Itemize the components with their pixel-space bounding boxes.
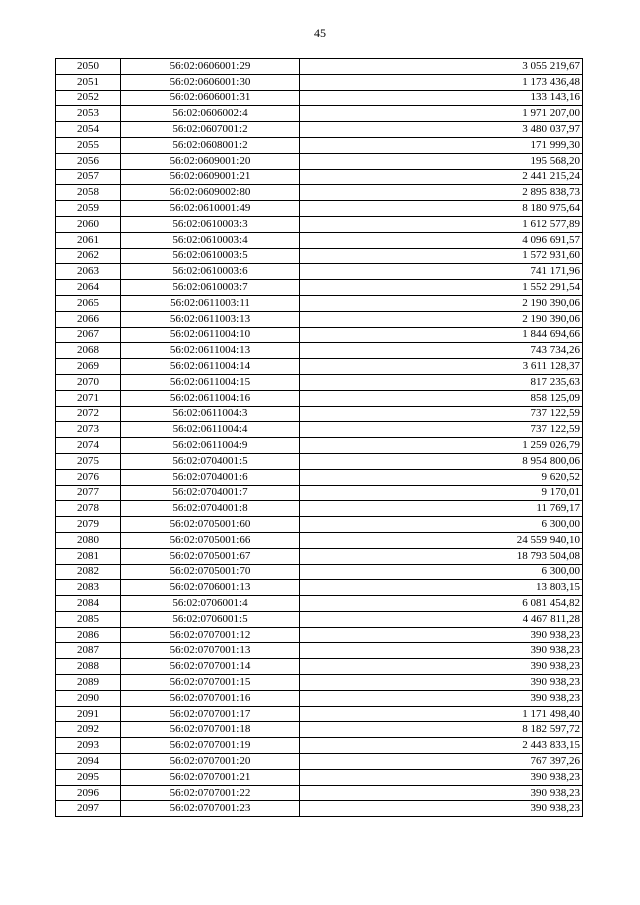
cadastral-number-cell: 56:02:0610003:5: [121, 248, 300, 264]
cadastral-number-cell: 56:02:0706001:4: [121, 596, 300, 612]
cadastral-number-cell: 56:02:0704001:8: [121, 501, 300, 517]
cadastral-number-cell: 56:02:0609001:20: [121, 153, 300, 169]
table-row: [56, 311, 583, 327]
cadastral-value-cell: 13 803,15: [300, 580, 583, 596]
row-number-cell: 2075: [56, 453, 121, 469]
cadastral-number-cell: 56:02:0607001:2: [121, 122, 300, 138]
row-number-cell: 2074: [56, 438, 121, 454]
cadastral-number-cell: 56:02:0704001:6: [121, 469, 300, 485]
table-row: [56, 90, 583, 106]
cadastral-number-cell: 56:02:0610001:49: [121, 201, 300, 217]
cadastral-number-cell: 56:02:0610003:6: [121, 264, 300, 280]
cadastral-number-cell: 56:02:0707001:17: [121, 706, 300, 722]
table-row: [56, 722, 583, 738]
row-number-cell: 2096: [56, 785, 121, 801]
table-row: [56, 185, 583, 201]
row-number-cell: 2059: [56, 201, 121, 217]
row-number-cell: 2097: [56, 801, 121, 817]
cadastral-number-cell: 56:02:0606001:29: [121, 59, 300, 75]
cadastral-number-cell: 56:02:0608001:2: [121, 137, 300, 153]
row-number-cell: 2065: [56, 295, 121, 311]
row-number-cell: 2094: [56, 754, 121, 770]
table-row: [56, 627, 583, 643]
row-number-cell: 2064: [56, 280, 121, 296]
table-row: [56, 548, 583, 564]
table-row: [56, 596, 583, 612]
table-row: [56, 295, 583, 311]
row-number-cell: 2093: [56, 738, 121, 754]
table-row: [56, 706, 583, 722]
table-row: [56, 343, 583, 359]
cadastral-value-cell: 9 170,01: [300, 485, 583, 501]
cadastral-number-cell: 56:02:0606001:30: [121, 74, 300, 90]
row-number-cell: 2067: [56, 327, 121, 343]
cadastral-number-cell: 56:02:0705001:66: [121, 532, 300, 548]
table-row: [56, 453, 583, 469]
row-number-cell: 2071: [56, 390, 121, 406]
row-number-cell: 2079: [56, 517, 121, 533]
row-number-cell: 2084: [56, 596, 121, 612]
table-row: [56, 248, 583, 264]
cadastral-value-cell: 8 180 975,64: [300, 201, 583, 217]
row-number-cell: 2052: [56, 90, 121, 106]
cadastral-number-cell: 56:02:0610003:7: [121, 280, 300, 296]
cadastral-value-cell: 24 559 940,10: [300, 532, 583, 548]
cadastral-value-cell: 133 143,16: [300, 90, 583, 106]
table-row: [56, 201, 583, 217]
table-row: [56, 738, 583, 754]
table-row: [56, 169, 583, 185]
row-number-cell: 2086: [56, 627, 121, 643]
cadastral-value-cell: 737 122,59: [300, 422, 583, 438]
cadastral-number-cell: 56:02:0706001:5: [121, 611, 300, 627]
cadastral-number-cell: 56:02:0705001:67: [121, 548, 300, 564]
cadastral-number-cell: 56:02:0611004:15: [121, 374, 300, 390]
cadastral-value-cell: 390 938,23: [300, 627, 583, 643]
table-row: [56, 659, 583, 675]
cadastral-number-cell: 56:02:0705001:60: [121, 517, 300, 533]
cadastral-number-cell: 56:02:0707001:16: [121, 690, 300, 706]
row-number-cell: 2073: [56, 422, 121, 438]
row-number-cell: 2089: [56, 675, 121, 691]
cadastral-value-cell: 1 971 207,00: [300, 106, 583, 122]
row-number-cell: 2076: [56, 469, 121, 485]
table-row: [56, 122, 583, 138]
row-number-cell: 2088: [56, 659, 121, 675]
cadastral-value-cell: 6 300,00: [300, 517, 583, 533]
row-number-cell: 2069: [56, 359, 121, 375]
cadastral-number-cell: 56:02:0606002:4: [121, 106, 300, 122]
cadastral-number-cell: 56:02:0705001:70: [121, 564, 300, 580]
cadastral-value-cell: 2 190 390,06: [300, 311, 583, 327]
cadastral-value-cell: 743 734,26: [300, 343, 583, 359]
row-number-cell: 2058: [56, 185, 121, 201]
row-number-cell: 2092: [56, 722, 121, 738]
cadastral-number-cell: 56:02:0704001:5: [121, 453, 300, 469]
cadastral-value-cell: 390 938,23: [300, 659, 583, 675]
table-row: [56, 801, 583, 817]
table-row: [56, 438, 583, 454]
row-number-cell: 2053: [56, 106, 121, 122]
cadastral-number-cell: 56:02:0707001:13: [121, 643, 300, 659]
cadastral-number-cell: 56:02:0611004:13: [121, 343, 300, 359]
row-number-cell: 2081: [56, 548, 121, 564]
row-number-cell: 2085: [56, 611, 121, 627]
row-number-cell: 2070: [56, 374, 121, 390]
cadastral-value-cell: 8 954 800,06: [300, 453, 583, 469]
cadastral-value-cell: 6 300,00: [300, 564, 583, 580]
cadastral-number-cell: 56:02:0611004:14: [121, 359, 300, 375]
cadastral-number-cell: 56:02:0611003:11: [121, 295, 300, 311]
table-row: [56, 690, 583, 706]
table-row: [56, 643, 583, 659]
cadastral-number-cell: 56:02:0609002:80: [121, 185, 300, 201]
table-row: [56, 374, 583, 390]
cadastral-number-cell: 56:02:0610003:4: [121, 232, 300, 248]
table-row: [56, 390, 583, 406]
row-number-cell: 2057: [56, 169, 121, 185]
cadastral-value-cell: 2 895 838,73: [300, 185, 583, 201]
table-row: [56, 469, 583, 485]
table-row: [56, 532, 583, 548]
row-number-cell: 2080: [56, 532, 121, 548]
cadastral-number-cell: 56:02:0611003:13: [121, 311, 300, 327]
row-number-cell: 2066: [56, 311, 121, 327]
row-number-cell: 2060: [56, 216, 121, 232]
row-number-cell: 2072: [56, 406, 121, 422]
cadastral-value-cell: 11 769,17: [300, 501, 583, 517]
table-row: [56, 754, 583, 770]
cadastral-number-cell: 56:02:0707001:22: [121, 785, 300, 801]
cadastral-value-cell: 390 938,23: [300, 643, 583, 659]
cadastral-value-cell: 171 999,30: [300, 137, 583, 153]
cadastral-value-cell: 2 441 215,24: [300, 169, 583, 185]
cadastral-number-cell: 56:02:0611004:10: [121, 327, 300, 343]
row-number-cell: 2082: [56, 564, 121, 580]
table-row: [56, 422, 583, 438]
page-number: 45: [314, 26, 326, 40]
row-number-cell: 2095: [56, 769, 121, 785]
row-number-cell: 2091: [56, 706, 121, 722]
cadastral-number-cell: 56:02:0707001:14: [121, 659, 300, 675]
cadastral-value-cell: 1 173 436,48: [300, 74, 583, 90]
table-row: [56, 517, 583, 533]
cadastral-number-cell: 56:02:0707001:15: [121, 675, 300, 691]
cadastral-value-cell: 3 611 128,37: [300, 359, 583, 375]
row-number-cell: 2061: [56, 232, 121, 248]
row-number-cell: 2062: [56, 248, 121, 264]
table-body: [56, 59, 583, 817]
cadastral-value-cell: 817 235,63: [300, 374, 583, 390]
cadastral-value-cell: 3 055 219,67: [300, 59, 583, 75]
cadastral-number-cell: 56:02:0611004:16: [121, 390, 300, 406]
cadastral-value-cell: 390 938,23: [300, 690, 583, 706]
table-row: [56, 264, 583, 280]
cadastral-value-cell: 1 844 694,66: [300, 327, 583, 343]
row-number-cell: 2068: [56, 343, 121, 359]
cadastral-number-cell: 56:02:0707001:21: [121, 769, 300, 785]
cadastral-number-cell: 56:02:0707001:19: [121, 738, 300, 754]
table-row: [56, 216, 583, 232]
cadastral-value-cell: 390 938,23: [300, 675, 583, 691]
table-row: [56, 280, 583, 296]
cadastral-value-cell: 8 182 597,72: [300, 722, 583, 738]
cadastral-number-cell: 56:02:0707001:23: [121, 801, 300, 817]
table-row: [56, 106, 583, 122]
cadastral-number-cell: 56:02:0609001:21: [121, 169, 300, 185]
cadastral-value-cell: 1 572 931,60: [300, 248, 583, 264]
table-row: [56, 74, 583, 90]
cadastral-value-cell: 6 081 454,82: [300, 596, 583, 612]
table-row: [56, 580, 583, 596]
cadastral-value-cell: 4 467 811,28: [300, 611, 583, 627]
cadastral-value-cell: 4 096 691,57: [300, 232, 583, 248]
table-row: [56, 564, 583, 580]
cadastral-number-cell: 56:02:0606001:31: [121, 90, 300, 106]
table-row: [56, 232, 583, 248]
cadastral-number-cell: 56:02:0611004:3: [121, 406, 300, 422]
cadastral-value-cell: 1 259 026,79: [300, 438, 583, 454]
table-row: [56, 153, 583, 169]
table-row: [56, 769, 583, 785]
row-number-cell: 2051: [56, 74, 121, 90]
table-row: [56, 485, 583, 501]
table-row: [56, 359, 583, 375]
cadastral-number-cell: 56:02:0611004:9: [121, 438, 300, 454]
row-number-cell: 2050: [56, 59, 121, 75]
cadastral-value-cell: 390 938,23: [300, 801, 583, 817]
cadastral-value-cell: 195 568,20: [300, 153, 583, 169]
cadastral-number-cell: 56:02:0707001:12: [121, 627, 300, 643]
row-number-cell: 2063: [56, 264, 121, 280]
table-row: [56, 675, 583, 691]
cadastral-number-cell: 56:02:0704001:7: [121, 485, 300, 501]
row-number-cell: 2055: [56, 137, 121, 153]
row-number-cell: 2056: [56, 153, 121, 169]
cadastral-value-cell: 390 938,23: [300, 769, 583, 785]
cadastral-value-cell: 767 397,26: [300, 754, 583, 770]
cadastral-number-cell: 56:02:0610003:3: [121, 216, 300, 232]
cadastral-value-cell: 390 938,23: [300, 785, 583, 801]
table-row: [56, 327, 583, 343]
cadastral-value-cell: 741 171,96: [300, 264, 583, 280]
row-number-cell: 2090: [56, 690, 121, 706]
cadastral-value-cell: 1 171 498,40: [300, 706, 583, 722]
cadastral-number-cell: 56:02:0707001:20: [121, 754, 300, 770]
cadastral-value-cell: 3 480 037,97: [300, 122, 583, 138]
cadastral-value-cell: 1 552 291,54: [300, 280, 583, 296]
cadastral-value-cell: 737 122,59: [300, 406, 583, 422]
table-row: [56, 501, 583, 517]
table-row: [56, 137, 583, 153]
row-number-cell: 2087: [56, 643, 121, 659]
table-row: [56, 611, 583, 627]
table-row: [56, 406, 583, 422]
row-number-cell: 2054: [56, 122, 121, 138]
cadastral-value-cell: 1 612 577,89: [300, 216, 583, 232]
cadastral-value-table: [55, 58, 583, 817]
cadastral-value-cell: 9 620,52: [300, 469, 583, 485]
row-number-cell: 2077: [56, 485, 121, 501]
cadastral-value-cell: 18 793 504,08: [300, 548, 583, 564]
row-number-cell: 2083: [56, 580, 121, 596]
row-number-cell: 2078: [56, 501, 121, 517]
cadastral-value-cell: 2 443 833,15: [300, 738, 583, 754]
cadastral-number-cell: 56:02:0611004:4: [121, 422, 300, 438]
cadastral-value-cell: 858 125,09: [300, 390, 583, 406]
table-row: [56, 785, 583, 801]
cadastral-number-cell: 56:02:0707001:18: [121, 722, 300, 738]
cadastral-value-cell: 2 190 390,06: [300, 295, 583, 311]
table-row: [56, 59, 583, 75]
cadastral-number-cell: 56:02:0706001:13: [121, 580, 300, 596]
